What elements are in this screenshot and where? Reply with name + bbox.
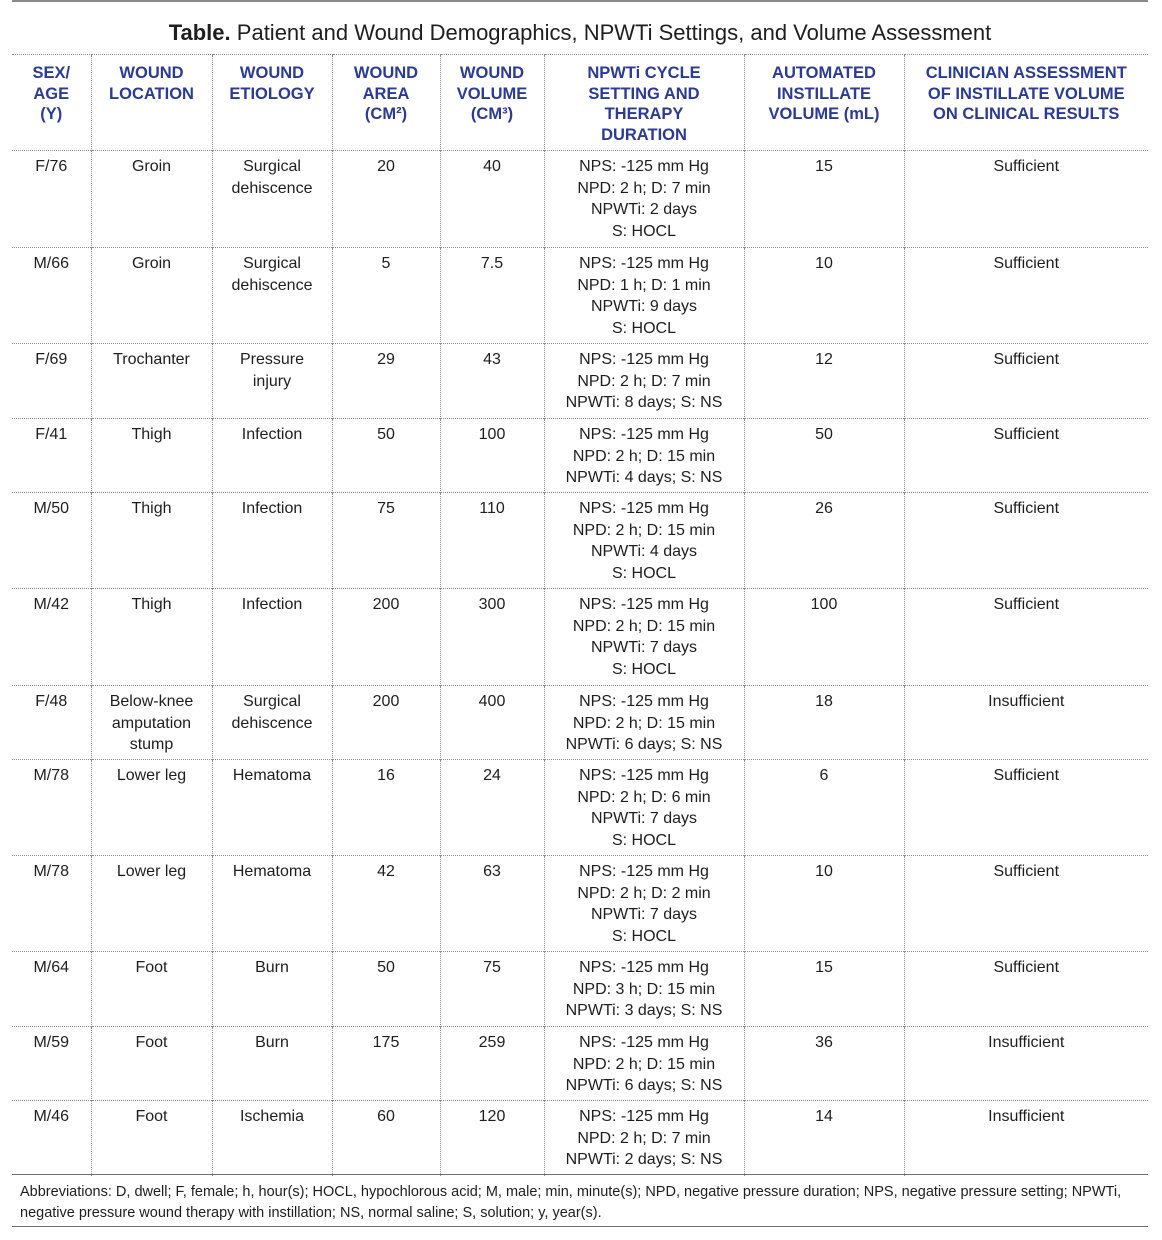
- cell-sex-age: [12, 589, 91, 686]
- cell-clinician-assessment: [904, 589, 1148, 686]
- cell-line: S: HOCL: [611, 564, 676, 582]
- table-row: [12, 151, 1148, 248]
- cell-line: 7.5: [480, 255, 504, 272]
- cell-wound-volume: [440, 1027, 544, 1101]
- header-line: INSTILLATE: [776, 84, 872, 103]
- cell-line: 16: [377, 767, 395, 784]
- cell-line: Infection: [241, 426, 303, 443]
- cell-line: 400: [478, 693, 506, 710]
- cell-clinician-assessment: [904, 344, 1148, 419]
- table-title-text: Patient and Wound Demographics, NPWTi Settings, and Volume Assessment: [236, 20, 992, 45]
- cell-clinician-assessment: [904, 952, 1148, 1027]
- cell-line: NPWTi: 9 days: [590, 298, 698, 315]
- cell-line: NPS: -125 mm Hg: [579, 596, 709, 613]
- column-header-wound-volume: [440, 55, 544, 151]
- cell-line: NPWTi: 6 days; S: NS: [565, 1077, 723, 1094]
- cell-line: 200: [372, 693, 400, 710]
- cell-line: dehiscence: [231, 276, 313, 294]
- table-row: [12, 1027, 1148, 1101]
- cell-line: S: HOCL: [611, 660, 676, 678]
- cell-line: NPD: 1 h; D: 1 min: [577, 276, 711, 294]
- cell-line: 50: [815, 426, 833, 443]
- cell-line: Insufficient: [988, 1034, 1065, 1051]
- cell-sex-age: [12, 1027, 91, 1101]
- column-header-wound-area: [332, 55, 440, 151]
- cell-wound-area: [332, 1101, 440, 1176]
- cell-sex-age: [12, 493, 91, 589]
- cell-sex-age: [12, 344, 91, 419]
- header-line: WOUND: [459, 64, 525, 82]
- cell-line: 24: [483, 767, 501, 784]
- cell-line: F/48: [35, 693, 68, 710]
- cell-line: NPWTi: 8 days; S: NS: [565, 394, 723, 411]
- cell-automated-volume: [744, 1101, 904, 1176]
- cell-line: NPD: 2 h; D: 15 min: [572, 1055, 716, 1073]
- cell-line: 259: [478, 1034, 506, 1051]
- cell-line: NPD: 2 h; D: 15 min: [572, 521, 716, 539]
- cell-line: NPD: 2 h; D: 7 min: [577, 179, 711, 197]
- cell-line: NPWTi: 7 days: [590, 639, 698, 656]
- cell-npwti-settings: [544, 344, 744, 419]
- column-header-wound-location: [91, 55, 212, 151]
- cell-line: NPWTi: 4 days: [590, 543, 698, 560]
- cell-wound-area: [332, 952, 440, 1027]
- cell-line: 26: [815, 500, 833, 517]
- cell-npwti-settings: [544, 589, 744, 686]
- cell-line: NPS: -125 mm Hg: [579, 1108, 709, 1125]
- table-row: [12, 248, 1148, 344]
- cell-wound-etiology: [212, 419, 332, 493]
- cell-line: Burn: [255, 959, 289, 976]
- header-line: LOCATION: [109, 84, 194, 103]
- cell-line: 20: [377, 158, 395, 175]
- cell-line: stump: [129, 736, 174, 753]
- column-header-npwti-settings: [544, 55, 744, 151]
- cell-wound-volume: [440, 856, 544, 952]
- cell-wound-etiology: [212, 151, 332, 248]
- cell-wound-location: [91, 151, 212, 248]
- cell-line: S: HOCL: [611, 831, 676, 849]
- cell-line: Sufficient: [993, 767, 1060, 784]
- cell-line: 63: [483, 863, 501, 880]
- cell-line: Insufficient: [988, 693, 1065, 710]
- header-line: AREA: [362, 84, 410, 103]
- cell-line: 50: [377, 426, 395, 443]
- table-row: [12, 760, 1148, 856]
- cell-line: injury: [252, 372, 292, 390]
- header-line: (CM²): [364, 105, 408, 123]
- cell-wound-location: [91, 589, 212, 686]
- demographics-table: [12, 54, 1148, 1176]
- cell-wound-area: [332, 589, 440, 686]
- cell-line: 40: [483, 158, 501, 175]
- cell-wound-etiology: [212, 589, 332, 686]
- cell-line: Sufficient: [993, 158, 1060, 175]
- table-row: [12, 589, 1148, 686]
- header-line: WOUND: [239, 64, 305, 82]
- table-title: [12, 16, 1148, 50]
- cell-npwti-settings: [544, 952, 744, 1027]
- cell-line: M/42: [33, 596, 70, 613]
- cell-line: M/59: [33, 1034, 70, 1051]
- cell-wound-etiology: [212, 493, 332, 589]
- cell-line: 200: [372, 596, 400, 613]
- cell-line: F/41: [35, 426, 68, 443]
- cell-wound-volume: [440, 248, 544, 344]
- cell-line: M/78: [33, 767, 70, 784]
- cell-line: 10: [815, 255, 833, 272]
- cell-line: NPS: -125 mm Hg: [579, 255, 709, 272]
- cell-npwti-settings: [544, 419, 744, 493]
- cell-line: NPS: -125 mm Hg: [579, 426, 709, 443]
- header-line: DURATION: [601, 125, 687, 144]
- cell-line: Foot: [135, 1034, 168, 1051]
- cell-line: Surgical: [243, 693, 301, 710]
- cell-line: NPD: 2 h; D: 7 min: [577, 372, 711, 390]
- column-header-automated-volume: [744, 55, 904, 151]
- cell-wound-etiology: [212, 1101, 332, 1176]
- cell-line: Lower leg: [116, 863, 187, 880]
- cell-line: M/78: [33, 863, 70, 880]
- cell-line: 100: [478, 426, 506, 443]
- cell-line: 75: [377, 500, 395, 517]
- cell-npwti-settings: [544, 760, 744, 856]
- cell-line: NPD: 2 h; D: 15 min: [572, 714, 716, 732]
- cell-wound-location: [91, 419, 212, 493]
- cell-wound-volume: [440, 344, 544, 419]
- cell-line: 75: [483, 959, 501, 976]
- cell-line: 18: [815, 693, 833, 710]
- cell-line: NPWTi: 6 days; S: NS: [565, 736, 723, 753]
- header-line: CLINICIAN ASSESSMENT: [925, 64, 1127, 82]
- cell-line: NPD: 2 h; D: 6 min: [577, 788, 711, 806]
- cell-automated-volume: [744, 344, 904, 419]
- cell-line: NPWTi: 2 days: [590, 201, 698, 218]
- cell-line: 6: [819, 767, 829, 784]
- header-line: AUTOMATED: [772, 64, 876, 82]
- cell-wound-etiology: [212, 686, 332, 760]
- cell-npwti-settings: [544, 151, 744, 248]
- cell-npwti-settings: [544, 856, 744, 952]
- cell-line: Trochanter: [113, 351, 190, 368]
- cell-line: NPD: 2 h; D: 15 min: [572, 617, 716, 635]
- cell-sex-age: [12, 686, 91, 760]
- cell-line: Surgical: [243, 158, 301, 175]
- cell-wound-area: [332, 686, 440, 760]
- cell-line: M/64: [33, 959, 70, 976]
- cell-automated-volume: [744, 1027, 904, 1101]
- cell-line: Sufficient: [993, 255, 1060, 272]
- cell-line: Thigh: [131, 426, 172, 443]
- cell-line: F/69: [35, 351, 68, 368]
- cell-line: M/66: [33, 255, 70, 272]
- table-body: [12, 151, 1148, 1176]
- cell-sex-age: [12, 1101, 91, 1176]
- table-row: [12, 952, 1148, 1027]
- cell-line: dehiscence: [231, 714, 313, 732]
- cell-line: 110: [479, 500, 505, 517]
- cell-sex-age: [12, 419, 91, 493]
- table-row: [12, 856, 1148, 952]
- cell-line: 15: [815, 959, 833, 976]
- cell-automated-volume: [744, 493, 904, 589]
- table-title-label: Table.: [168, 20, 231, 45]
- cell-line: 60: [377, 1108, 395, 1125]
- cell-npwti-settings: [544, 248, 744, 344]
- cell-clinician-assessment: [904, 1101, 1148, 1176]
- cell-wound-area: [332, 1027, 440, 1101]
- cell-line: Hematoma: [232, 863, 312, 880]
- header-line: ETIOLOGY: [229, 84, 315, 103]
- cell-line: Infection: [241, 500, 303, 517]
- cell-wound-location: [91, 686, 212, 760]
- cell-wound-etiology: [212, 856, 332, 952]
- cell-automated-volume: [744, 686, 904, 760]
- cell-line: Foot: [135, 1108, 168, 1125]
- table-row: [12, 344, 1148, 419]
- header-line: OF INSTILLATE VOLUME: [927, 84, 1125, 103]
- cell-line: NPD: 2 h; D: 2 min: [577, 884, 711, 902]
- cell-line: NPWTi: 4 days; S: NS: [565, 469, 723, 486]
- cell-line: NPS: -125 mm Hg: [579, 863, 709, 880]
- cell-wound-etiology: [212, 344, 332, 419]
- cell-wound-location: [91, 856, 212, 952]
- cell-automated-volume: [744, 419, 904, 493]
- cell-wound-volume: [440, 419, 544, 493]
- table-row: [12, 686, 1148, 760]
- cell-line: Groin: [131, 255, 172, 272]
- cell-line: Pressure: [239, 351, 305, 368]
- cell-wound-etiology: [212, 1027, 332, 1101]
- cell-wound-area: [332, 151, 440, 248]
- cell-line: 100: [810, 596, 838, 613]
- header-line: VOLUME (mL): [768, 105, 880, 123]
- cell-line: Thigh: [131, 596, 172, 613]
- cell-line: Surgical: [243, 255, 301, 272]
- top-rule: [12, 0, 1148, 2]
- cell-line: NPS: -125 mm Hg: [579, 693, 709, 710]
- header-line: SEX/: [32, 64, 71, 82]
- cell-wound-volume: [440, 493, 544, 589]
- cell-wound-etiology: [212, 248, 332, 344]
- cell-clinician-assessment: [904, 760, 1148, 856]
- header-line: WOUND: [119, 64, 184, 82]
- cell-wound-volume: [440, 589, 544, 686]
- cell-clinician-assessment: [904, 1027, 1148, 1101]
- cell-npwti-settings: [544, 1101, 744, 1176]
- column-header-sex-age: [12, 55, 91, 151]
- cell-clinician-assessment: [904, 248, 1148, 344]
- cell-clinician-assessment: [904, 493, 1148, 589]
- cell-wound-location: [91, 1101, 212, 1176]
- cell-line: S: HOCL: [611, 319, 676, 337]
- header-line: SETTING AND: [588, 84, 700, 103]
- cell-clinician-assessment: [904, 151, 1148, 248]
- cell-npwti-settings: [544, 493, 744, 589]
- cell-wound-etiology: [212, 952, 332, 1027]
- table-row: [12, 1101, 1148, 1176]
- cell-line: 175: [372, 1034, 400, 1051]
- cell-wound-location: [91, 493, 212, 589]
- cell-line: NPD: 2 h; D: 7 min: [577, 1129, 711, 1147]
- cell-line: 12: [815, 351, 833, 368]
- cell-wound-area: [332, 493, 440, 589]
- cell-line: NPWTi: 7 days: [590, 810, 698, 827]
- cell-sex-age: [12, 952, 91, 1027]
- cell-automated-volume: [744, 589, 904, 686]
- cell-line: NPS: -125 mm Hg: [579, 1034, 709, 1051]
- cell-clinician-assessment: [904, 856, 1148, 952]
- abbreviations-footnote: Abbreviations: D, dwell; F, female; h, hour(s); HOCL, hypochlorous acid; M, male; min, minute(s); NPD, negative pressure duration; NPS, negative pressure setting; NPWTi, negative pressure wound therapy with instillation; NS, normal saline; S, solution; y, year(s).: [12, 1174, 1148, 1227]
- cell-wound-location: [91, 760, 212, 856]
- cell-line: Ischemia: [239, 1108, 305, 1125]
- cell-sex-age: [12, 248, 91, 344]
- cell-automated-volume: [744, 151, 904, 248]
- cell-wound-location: [91, 952, 212, 1027]
- cell-wound-etiology: [212, 760, 332, 856]
- cell-line: Groin: [131, 158, 172, 175]
- cell-line: NPWTi: 3 days; S: NS: [565, 1002, 723, 1019]
- cell-line: Sufficient: [993, 596, 1060, 613]
- cell-line: NPWTi: 2 days; S: NS: [565, 1151, 723, 1168]
- cell-sex-age: [12, 760, 91, 856]
- cell-line: NPD: 2 h; D: 15 min: [572, 447, 716, 465]
- table-row: [12, 493, 1148, 589]
- cell-line: Burn: [255, 1034, 289, 1051]
- cell-line: Sufficient: [993, 426, 1060, 443]
- header-line: VOLUME: [456, 84, 528, 103]
- cell-npwti-settings: [544, 686, 744, 760]
- header-line: ON CLINICAL RESULTS: [933, 105, 1120, 123]
- cell-line: Hematoma: [232, 767, 312, 784]
- cell-line: F/76: [35, 158, 68, 175]
- cell-automated-volume: [744, 952, 904, 1027]
- cell-wound-volume: [440, 760, 544, 856]
- header-line: NPWTi CYCLE: [587, 64, 701, 82]
- cell-line: 5: [381, 255, 391, 272]
- cell-clinician-assessment: [904, 686, 1148, 760]
- table-row: [12, 419, 1148, 493]
- cell-line: 14: [815, 1108, 833, 1125]
- cell-wound-volume: [440, 952, 544, 1027]
- cell-line: Infection: [241, 596, 303, 613]
- header-line: AGE: [33, 84, 70, 103]
- cell-line: 10: [815, 863, 833, 880]
- cell-line: 300: [478, 596, 506, 613]
- cell-line: Foot: [135, 959, 168, 976]
- cell-line: Sufficient: [993, 500, 1060, 517]
- cell-automated-volume: [744, 856, 904, 952]
- cell-line: NPS: -125 mm Hg: [579, 959, 709, 976]
- header-line: WOUND: [353, 64, 419, 82]
- cell-line: 42: [377, 863, 395, 880]
- cell-npwti-settings: [544, 1027, 744, 1101]
- header-line: (CM³): [470, 105, 514, 123]
- cell-wound-location: [91, 1027, 212, 1101]
- cell-wound-volume: [440, 1101, 544, 1176]
- cell-line: Sufficient: [993, 959, 1060, 976]
- cell-line: 50: [377, 959, 395, 976]
- cell-line: Insufficient: [988, 1108, 1065, 1125]
- cell-wound-area: [332, 248, 440, 344]
- cell-line: 120: [478, 1108, 506, 1125]
- cell-line: NPWTi: 7 days: [590, 906, 698, 923]
- cell-line: NPS: -125 mm Hg: [579, 500, 709, 517]
- cell-wound-area: [332, 344, 440, 419]
- column-header-clinician-assessment: [904, 55, 1148, 151]
- cell-wound-volume: [440, 151, 544, 248]
- cell-sex-age: [12, 856, 91, 952]
- cell-line: S: HOCL: [611, 222, 676, 240]
- cell-line: NPD: 3 h; D: 15 min: [572, 980, 716, 998]
- header-row: [12, 55, 1148, 151]
- cell-line: Below-knee: [109, 693, 194, 710]
- cell-line: Lower leg: [116, 767, 187, 784]
- cell-line: Sufficient: [993, 863, 1060, 880]
- cell-automated-volume: [744, 248, 904, 344]
- column-header-wound-etiology: [212, 55, 332, 151]
- cell-sex-age: [12, 151, 91, 248]
- cell-automated-volume: [744, 760, 904, 856]
- cell-wound-area: [332, 760, 440, 856]
- header-line: (Y): [40, 105, 63, 123]
- cell-line: 43: [483, 351, 501, 368]
- cell-line: NPS: -125 mm Hg: [579, 158, 709, 175]
- cell-line: M/46: [33, 1108, 70, 1125]
- cell-wound-area: [332, 419, 440, 493]
- header-line: THERAPY: [604, 105, 684, 123]
- cell-line: S: HOCL: [611, 927, 676, 945]
- cell-clinician-assessment: [904, 419, 1148, 493]
- cell-line: Sufficient: [993, 351, 1060, 368]
- cell-wound-area: [332, 856, 440, 952]
- cell-wound-location: [91, 248, 212, 344]
- cell-line: dehiscence: [231, 179, 313, 197]
- cell-line: amputation: [111, 714, 192, 732]
- cell-line: Thigh: [131, 500, 172, 517]
- cell-line: 36: [815, 1034, 833, 1051]
- cell-line: NPS: -125 mm Hg: [579, 351, 709, 368]
- cell-line: 15: [815, 158, 833, 175]
- cell-wound-location: [91, 344, 212, 419]
- cell-wound-volume: [440, 686, 544, 760]
- cell-line: NPS: -125 mm Hg: [579, 767, 709, 784]
- cell-line: M/50: [33, 500, 70, 517]
- cell-line: 29: [377, 351, 395, 368]
